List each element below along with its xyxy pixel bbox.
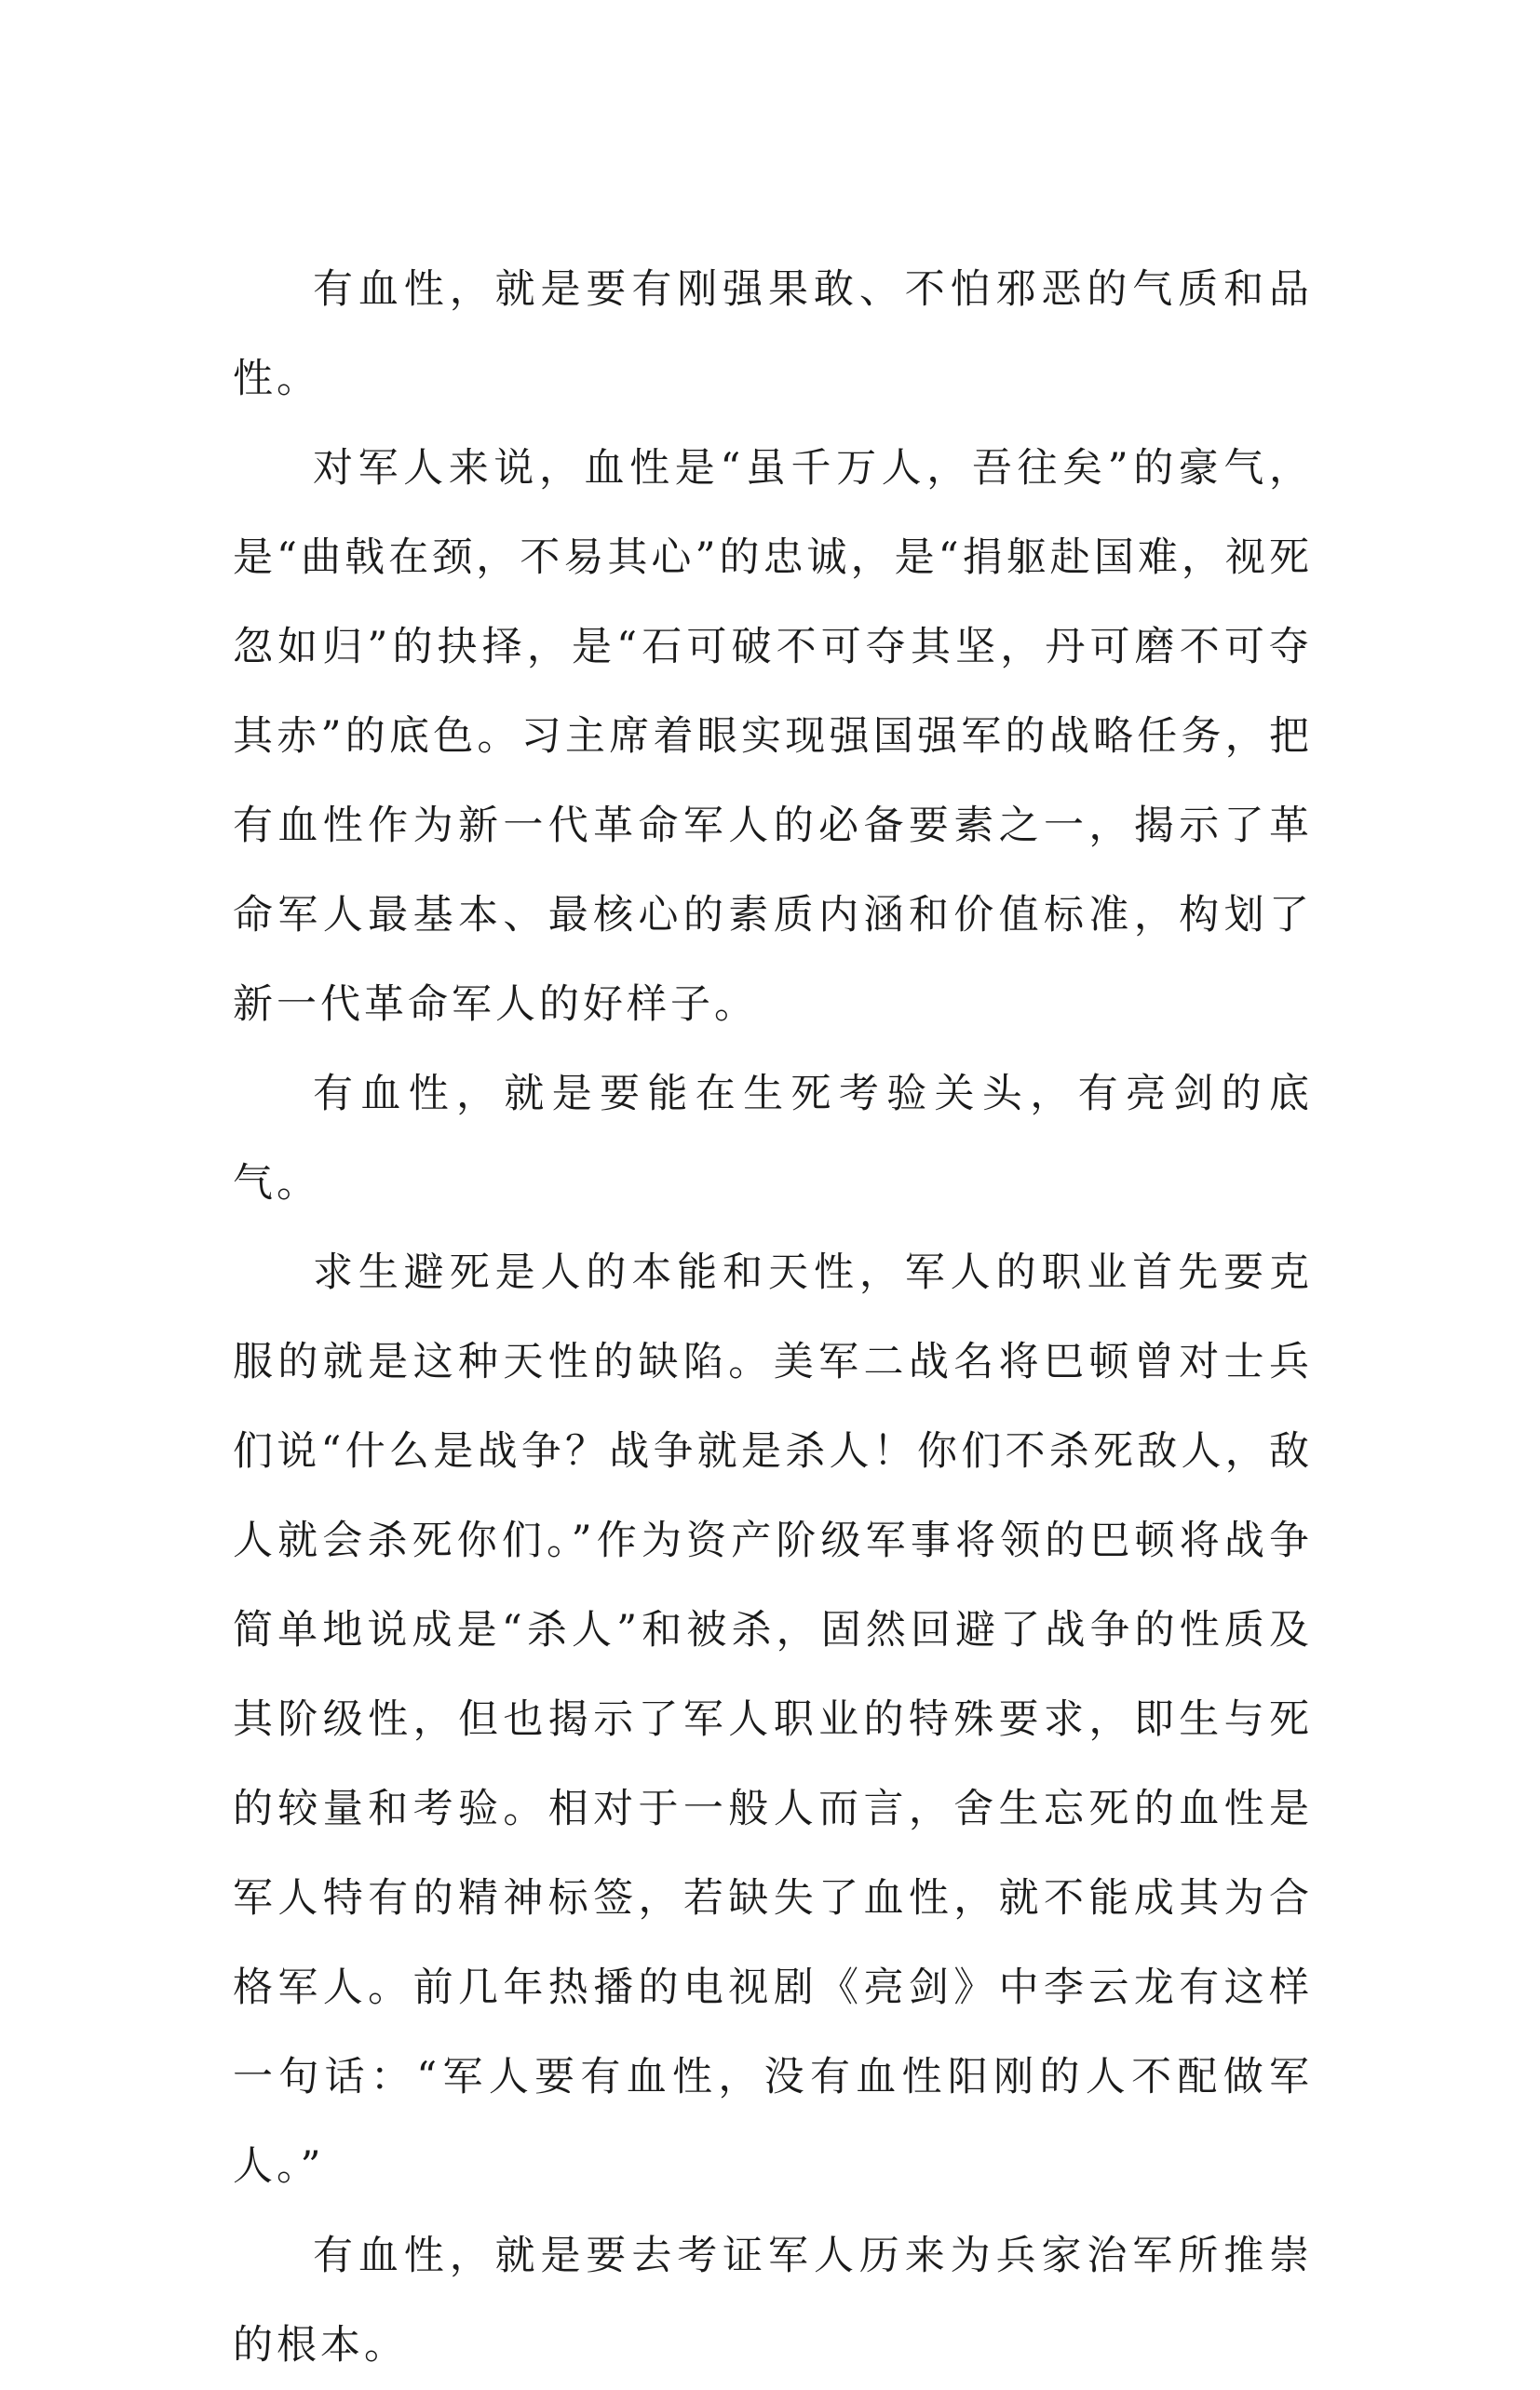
paragraph-4: 求生避死是人的本能和天性，军人的职业首先要克服的就是这种天性的缺陷。美军二战名将巴顿曾对士兵们说“什么是战争？战争就是杀人！你们不杀死敌人，敌人就会杀死你们。”作为资产阶级军事将领的巴顿将战争简单地说成是“杀人”和被杀，固然回避了战争的性质及其阶级性，但也揭示了军人职业的特殊要求，即生与死的较量和考验。相对于一般人而言，舍生忘死的血性是军人特有的精神标签，若缺失了血性，就不能成其为合格军人。前几年热播的电视剧《亮剑》中李云龙有这样一句话：“军人要有血性，没有血性阳刚的人不配做军人。” bbox=[233, 1249, 1313, 2190]
paragraph-5: 有血性，就是要去考证军人历来为兵家治军所推崇的根本。 bbox=[233, 2233, 1313, 2369]
paragraph-2: 对军人来说，血性是“虽千万人，吾往矣”的豪气，是“曲戟在颈，不易其心”的忠诚，是“捐躯赴国难，视死忽如归”的抉择，是“石可破不可夺其坚，丹可磨不可夺其赤”的底色。习主席着眼实现强国强军的战略任务，把有血性作为新一代革命军人的必备要素之一，揭示了革命军人最基本、最核心的素质内涵和价值标准，构划了新一代革命军人的好样子。 bbox=[233, 445, 1313, 1028]
document-body bbox=[233, 245, 1313, 2390]
paragraph-1: 有血性，就是要有刚强果敢、不怕邪恶的气质和品性。 bbox=[233, 266, 1313, 402]
paragraph-3: 有血性，就是要能在生死考验关头，有亮剑的底气。 bbox=[233, 1071, 1313, 1207]
